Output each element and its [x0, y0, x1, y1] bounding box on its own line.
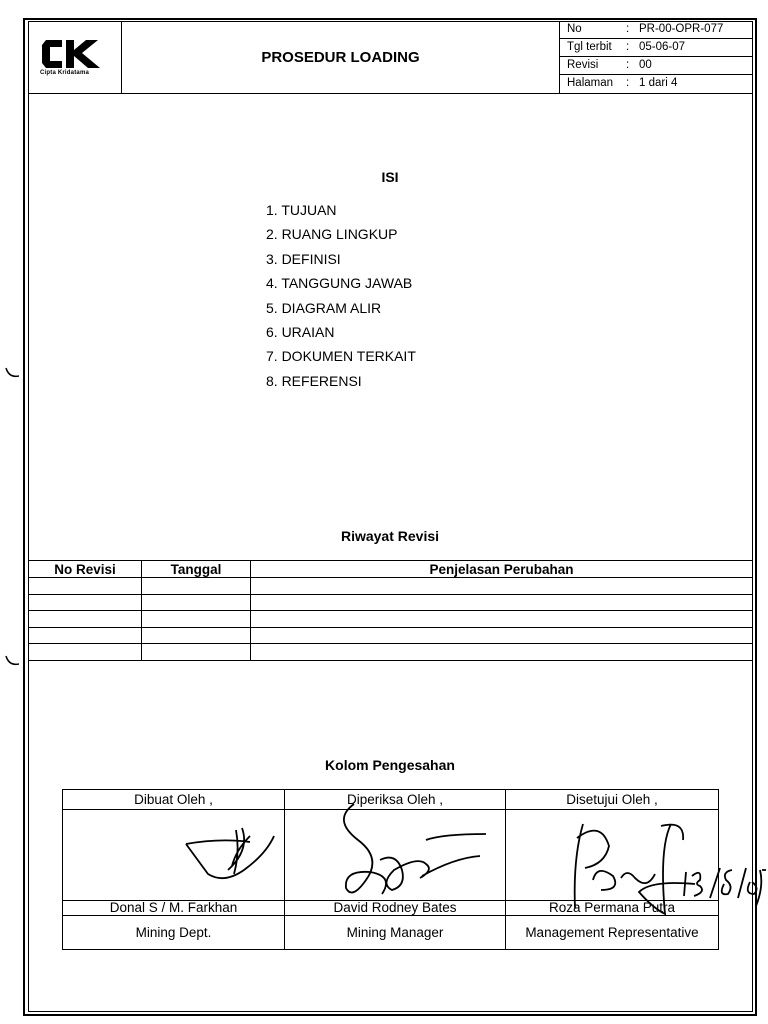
- meta-label: Halaman: [567, 77, 614, 89]
- meta-row-number: [560, 21, 753, 39]
- approver-department-row: [63, 916, 719, 950]
- column-header: Disetujui Oleh ,: [506, 790, 719, 810]
- header-divider: [28, 93, 753, 94]
- table-row: [29, 644, 753, 661]
- meta-value: 00: [639, 59, 652, 71]
- table-row: [29, 594, 753, 611]
- contents-item: 6. URAIAN: [266, 323, 335, 340]
- approval-title: Kolom Pengesahan: [325, 757, 455, 773]
- table-row: [29, 611, 753, 628]
- contents-title: ISI: [381, 169, 399, 185]
- column-header: Penjelasan Perubahan: [251, 561, 753, 578]
- contents-item: 2. RUANG LINGKUP: [266, 226, 398, 243]
- binder-mark: [5, 366, 19, 380]
- meta-value: 05-06-07: [639, 41, 686, 53]
- approver-name: Donal S / M. Farkhan: [63, 901, 285, 916]
- meta-label: Tgl terbit: [567, 41, 612, 53]
- table-row: [29, 627, 753, 644]
- contents-item: 4. TANGGUNG JAWAB: [266, 275, 413, 292]
- contents-item: 5. DIAGRAM ALIR: [266, 299, 382, 316]
- table-header-row: [29, 561, 753, 578]
- handwritten-date: [680, 862, 768, 910]
- approver-department: Mining Dept.: [63, 916, 285, 950]
- meta-value: 1 dari 4: [639, 77, 678, 89]
- column-header: Dibuat Oleh ,: [63, 790, 285, 810]
- approver-name: Roza Permana Putra: [506, 901, 719, 916]
- meta-separator: :: [626, 41, 630, 53]
- meta-separator: :: [626, 77, 630, 89]
- contents-item: 7. DOKUMEN TERKAIT: [266, 348, 416, 365]
- approver-name: David Rodney Bates: [285, 901, 506, 916]
- meta-value: PR-00-OPR-077: [639, 23, 724, 35]
- meta-separator: :: [626, 59, 630, 71]
- contents-item: 8. REFERENSI: [266, 372, 362, 389]
- signature-drawing: [555, 818, 700, 918]
- meta-row-revision: [560, 57, 753, 75]
- signature-drawing: [180, 822, 280, 902]
- contents-list: [266, 201, 416, 396]
- company-name: Cipta Kridatama: [40, 70, 90, 76]
- meta-label: Revisi: [567, 59, 599, 71]
- column-header: Tanggal: [142, 561, 251, 578]
- approver-department: Mining Manager: [285, 916, 506, 950]
- document-title: PROSEDUR LOADING: [261, 48, 420, 66]
- revision-history-table: [28, 560, 753, 661]
- signature-drawing: [330, 800, 490, 910]
- document-meta: [560, 21, 753, 93]
- approver-department: Management Representative: [506, 916, 719, 950]
- meta-row-issue-date: [560, 39, 753, 57]
- column-header: No Revisi: [29, 561, 142, 578]
- table-row: [29, 578, 753, 595]
- revision-history-title: Riwayat Revisi: [340, 528, 440, 544]
- column-header: Diperiksa Oleh ,: [285, 790, 506, 810]
- contents-item: 3. DEFINISI: [266, 250, 341, 267]
- binder-mark: [5, 654, 19, 668]
- meta-label: No: [567, 23, 582, 35]
- meta-separator: :: [626, 23, 630, 35]
- meta-row-page: [560, 75, 753, 93]
- contents-item: 1. TUJUAN: [266, 202, 337, 218]
